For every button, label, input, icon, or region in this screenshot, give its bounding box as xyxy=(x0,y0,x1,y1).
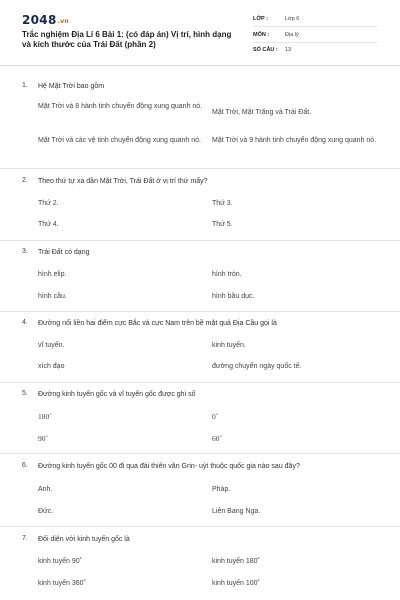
question-text: Đường kinh tuyến gốc và vĩ tuyến gốc được ghi số xyxy=(38,391,196,398)
option-c[interactable] xyxy=(38,578,208,589)
option-b[interactable]: hình tròn. xyxy=(212,271,242,278)
question-number: 1. xyxy=(22,82,28,89)
option-b[interactable]: Thứ 3. xyxy=(212,200,233,207)
option-c[interactable]: xích đạo xyxy=(38,363,65,370)
question-text: Đối diện với kinh tuyến gốc là xyxy=(38,536,130,543)
question-text: Hệ Mặt Trời bao gồm xyxy=(38,83,105,90)
meta-divider xyxy=(253,42,378,43)
option-c[interactable]: Thứ 4. xyxy=(38,221,59,228)
option-a[interactable]: 180˚ xyxy=(38,412,52,421)
option-a[interactable]: Mặt Trời và 8 hành tinh chuyển động xung quanh nó. xyxy=(38,103,203,110)
option-b[interactable]: 0˚ xyxy=(212,412,219,421)
question-divider xyxy=(0,168,400,169)
count-label: SỐ CÂU : xyxy=(253,47,278,53)
document-header xyxy=(0,0,400,66)
subject-label: MÔN : xyxy=(253,32,270,38)
option-d[interactable]: hình bầu dục. xyxy=(212,293,255,300)
question-number: 5. xyxy=(22,390,28,397)
site-logo[interactable] xyxy=(22,13,69,27)
option-d[interactable] xyxy=(212,578,377,589)
question-text: Đường nối liền hai điểm cực Bắc và cực Nam trên bề mặt quả Địa Cầu gọi là xyxy=(38,320,277,327)
option-a[interactable] xyxy=(38,556,208,567)
question-number: 2. xyxy=(22,177,28,184)
option-c-text: kinh tuyến 360˚ xyxy=(38,580,86,587)
option-d[interactable]: Thứ 5. xyxy=(212,221,233,228)
question-number: 7. xyxy=(22,535,28,542)
option-d[interactable]: Liên Bang Nga. xyxy=(212,508,261,515)
question-divider xyxy=(0,311,400,312)
option-a[interactable]: Anh. xyxy=(38,486,53,493)
question-number: 6. xyxy=(22,462,28,469)
option-b-text: kinh tuyến 180˚ xyxy=(212,558,260,565)
page-title: Trắc nghiệm Địa Lí 6 Bài 1: (có đáp án) Vị trí, hình dạng và kích thước của Trái Đất (phần 2) xyxy=(22,30,232,49)
option-d-text: kinh tuyến 100˚ xyxy=(212,580,260,587)
option-a[interactable]: hình elip. xyxy=(38,271,67,278)
question-text: Đường kinh tuyến gốc 00 đi qua đài thiên văn Grin- uýt thuộc quốc gia nào sau đây? xyxy=(38,463,300,470)
question-text: Theo thứ tự xa dần Mặt Trời, Trái Đất ở vị trí thứ mấy? xyxy=(38,178,208,185)
question-divider xyxy=(0,240,400,241)
option-c[interactable]: hình cầu. xyxy=(38,293,67,300)
option-d[interactable]: Mặt Trời và 9 hành tinh chuyển động xung quanh nó. xyxy=(212,137,377,144)
option-c[interactable]: Đức. xyxy=(38,508,54,515)
logo-main: 2048 xyxy=(22,13,57,27)
option-c[interactable]: Mặt Trời và các vệ tinh chuyển động xung quanh nó. xyxy=(38,137,201,144)
question-text: Trái Đất có dạng xyxy=(38,249,90,256)
option-c[interactable]: 90˚ xyxy=(38,434,48,443)
option-d[interactable]: đường chuyển ngày quốc tế. xyxy=(212,363,302,370)
class-value: Lớp 6 xyxy=(285,16,300,22)
option-a[interactable]: Thứ 2. xyxy=(38,200,59,207)
option-d[interactable]: 60˚ xyxy=(212,434,222,443)
question-number: 3. xyxy=(22,248,28,255)
option-b[interactable]: Mặt Trời, Mặt Trăng và Trái Đất. xyxy=(212,109,312,116)
subject-value: Địa lý xyxy=(285,32,299,38)
count-value: 13 xyxy=(285,47,292,53)
question-divider xyxy=(0,526,400,527)
option-b[interactable]: Pháp. xyxy=(212,486,231,493)
option-a-text: kinh tuyến 90˚ xyxy=(38,558,82,565)
option-a[interactable]: vĩ tuyến. xyxy=(38,342,65,349)
logo-suffix: .vn xyxy=(57,18,69,25)
option-b[interactable]: kinh tuyến. xyxy=(212,342,246,349)
meta-divider xyxy=(253,26,378,27)
question-divider xyxy=(0,382,400,383)
question-number: 4. xyxy=(22,319,28,326)
class-label: LỚP : xyxy=(253,16,268,22)
option-b[interactable] xyxy=(212,556,377,567)
question-divider xyxy=(0,453,400,454)
